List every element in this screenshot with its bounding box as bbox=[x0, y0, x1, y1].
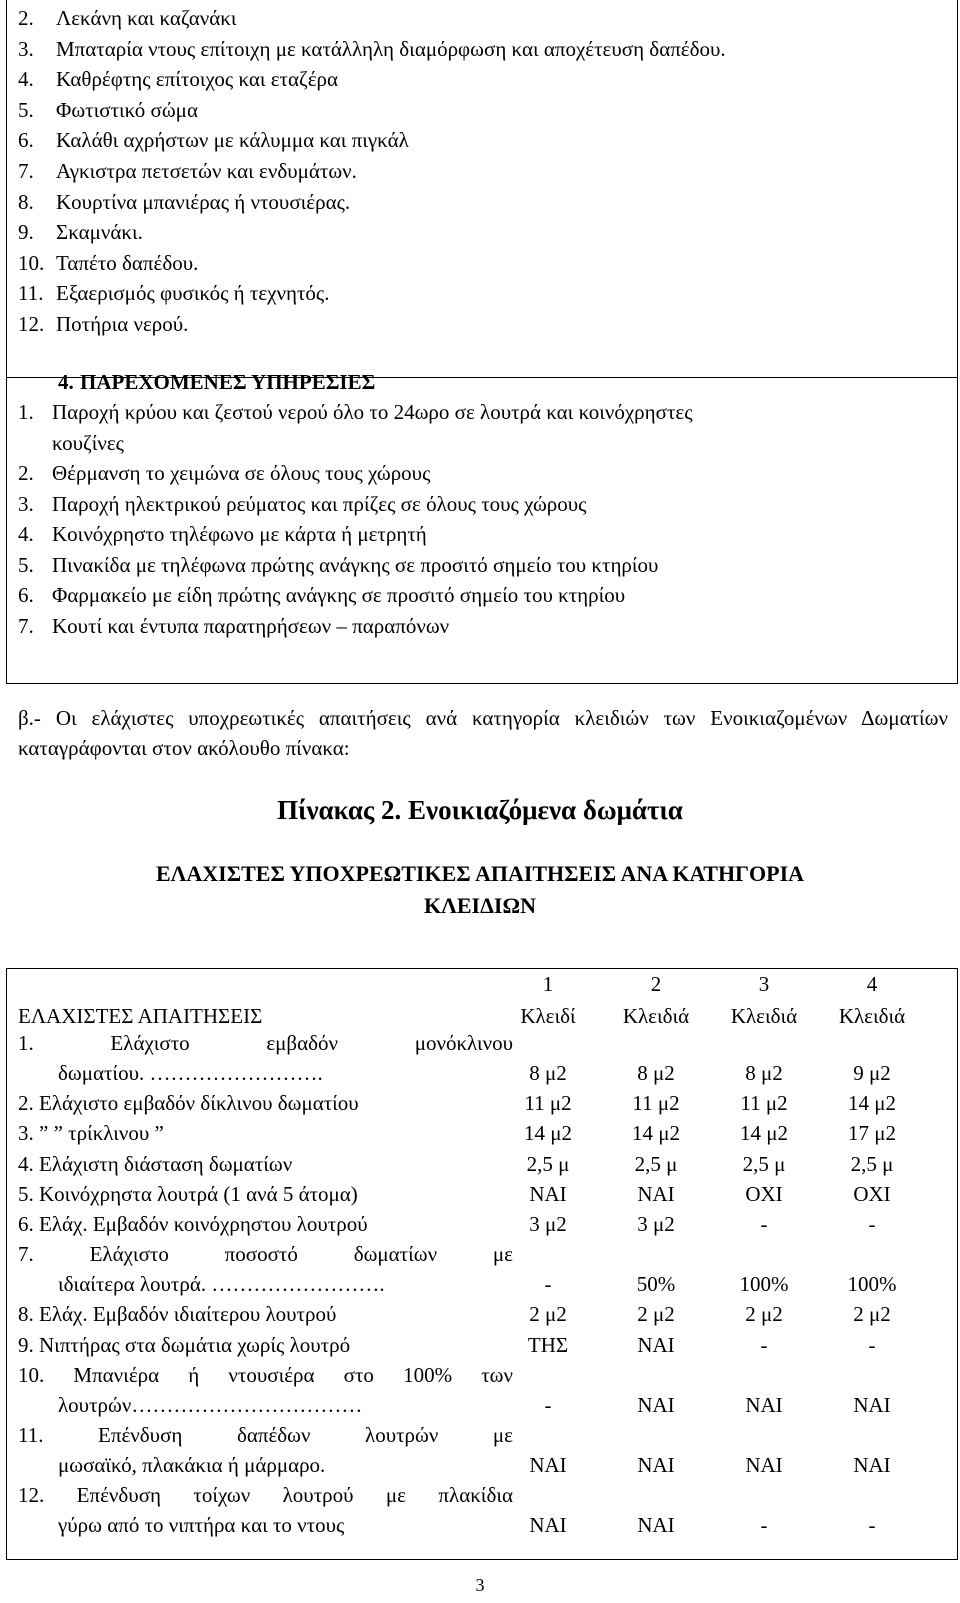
requirement-value: - bbox=[760, 1211, 768, 1236]
requirement-label: ιδιαίτερα λουτρά. ……………………. bbox=[58, 1272, 385, 1297]
requirement-value: 2 μ2 bbox=[637, 1302, 675, 1327]
requirement-value: 11 μ2 bbox=[632, 1091, 680, 1116]
requirement-value: 2 μ2 bbox=[745, 1302, 783, 1327]
requirement-value: ΝΑΙ bbox=[637, 1453, 675, 1478]
item-text: Κουτί και έντυπα παρατηρήσεων – παραπόνων bbox=[52, 613, 450, 638]
list-item bbox=[18, 3, 237, 33]
list-item bbox=[18, 278, 329, 308]
list-item bbox=[18, 248, 198, 278]
requirement-value: - bbox=[760, 1513, 768, 1538]
page-number: 3 bbox=[475, 1575, 485, 1595]
service-item bbox=[18, 489, 587, 519]
item-number: 6. bbox=[18, 128, 34, 153]
requirement-value: ΝΑΙ bbox=[637, 1332, 675, 1357]
requirement-label: 4. Ελάχιστη διάσταση δωματίων bbox=[18, 1151, 293, 1176]
requirement-value: 14 μ2 bbox=[739, 1121, 788, 1146]
item-number: 6. bbox=[18, 583, 34, 607]
requirement-value: 17 μ2 bbox=[847, 1121, 896, 1146]
intro-paragraph: β.- Οι ελάχιστες υποχρεωτικές απαιτήσεις ανά κατηγορία κλειδιών των Ενοικιαζομένων Δωματίων καταγράφονται στον ακόλουθο πίνακα: bbox=[18, 706, 948, 760]
requirement-label: 2. Ελάχιστο εμβαδόν δίκλινου δωματίου bbox=[18, 1091, 359, 1116]
item-text: Κοινόχρηστο τηλέφωνο με κάρτα ή μετρητή bbox=[52, 522, 427, 546]
requirement-value: - bbox=[760, 1332, 768, 1357]
column-number: 2 bbox=[650, 972, 662, 996]
requirement-label: 10. Μπανιέρα ή ντουσιέρα στο 100% των bbox=[18, 1362, 513, 1387]
item-text: Ταπέτο δαπέδου. bbox=[56, 250, 199, 275]
item-number: 12. bbox=[18, 312, 45, 336]
list-item bbox=[18, 125, 409, 155]
requirements-header: ΕΛΑΧΙΣΤΕΣ ΑΠΑΙΤΗΣΕΙΣ bbox=[18, 1004, 263, 1028]
requirement-value: 14 μ2 bbox=[631, 1121, 680, 1146]
item-text: Λεκάνη και καζανάκι bbox=[56, 6, 237, 30]
table-subtitle: ΕΛΑΧΙΣΤΕΣ ΥΠΟΧΡΕΩΤΙΚΕΣ ΑΠΑΙΤΗΣΕΙΣ ΑΝΑ ΚΑΤΗΓΟΡΙΑ ΚΛΕΙΔΙΩΝ bbox=[155, 861, 805, 918]
item-text: Φαρμακείο με είδη πρώτης ανάγκης σε προσιτό σημείο του κτηρίου bbox=[52, 583, 626, 607]
requirement-value: 2 μ2 bbox=[853, 1302, 891, 1327]
requirement-value: - bbox=[868, 1332, 876, 1357]
item-number: 8. bbox=[18, 189, 34, 214]
service-item bbox=[18, 458, 430, 488]
list-item bbox=[18, 309, 188, 339]
requirement-value: 8 μ2 bbox=[529, 1061, 567, 1086]
list-item bbox=[18, 156, 357, 186]
service-item bbox=[18, 519, 427, 549]
requirement-label: μωσαϊκό, πλακάκια ή μάρμαρο. bbox=[58, 1453, 326, 1478]
item-number: 2. bbox=[18, 6, 34, 30]
heading-text: ΠΑΡΕΧΟΜΕΝΕΣ ΥΠΗΡΕΣΙΕΣ bbox=[80, 370, 376, 394]
column-label: Κλειδιά bbox=[730, 1004, 798, 1028]
item-text: Παροχή κρύου και ζεστού νερού όλο το 24ωρο σε λουτρά και κοινόχρηστες bbox=[52, 400, 693, 424]
requirement-value: - bbox=[544, 1272, 552, 1297]
list-item bbox=[18, 217, 143, 247]
list-item bbox=[18, 64, 338, 94]
item-text: Εξαερισμός φυσικός ή τεχνητός. bbox=[56, 281, 330, 306]
item-number: 4. bbox=[18, 522, 34, 546]
requirement-value: ΝΑΙ bbox=[637, 1513, 675, 1538]
requirement-label: 9. Νιπτήρας στα δωμάτια χωρίς λουτρό bbox=[18, 1332, 351, 1357]
item-number: 2. bbox=[18, 461, 34, 485]
requirement-value: 9 μ2 bbox=[853, 1061, 891, 1086]
item-number: 9. bbox=[18, 220, 34, 245]
requirement-value: ΝΑΙ bbox=[745, 1392, 783, 1417]
requirement-label: 6. Ελάχ. Εμβαδόν κοινόχρηστου λουτρού bbox=[18, 1211, 368, 1236]
requirement-value: 14 μ2 bbox=[523, 1121, 572, 1146]
list-item bbox=[18, 95, 198, 125]
item-text: Θέρμανση το χειμώνα σε όλους τους χώρους bbox=[52, 461, 431, 485]
requirement-value: 2,5 μ bbox=[526, 1151, 570, 1176]
item-number: 11. bbox=[18, 281, 44, 306]
requirement-value: ΝΑΙ bbox=[745, 1453, 783, 1478]
item-text: Μπαταρία ντους επίτοιχη με κατάλληλη διαμόρφωση και αποχέτευση δαπέδου. bbox=[56, 36, 726, 61]
column-number: 3 bbox=[758, 972, 770, 996]
requirement-label: 7. Ελάχιστο ποσοστό δωματίων με bbox=[18, 1242, 513, 1267]
requirement-value: 2,5 μ bbox=[850, 1151, 894, 1176]
column-label: Κλειδιά bbox=[838, 1004, 906, 1028]
requirement-label: 12. Επένδυση τοίχων λουτρού με πλακίδια bbox=[18, 1483, 513, 1508]
requirement-value: 11 μ2 bbox=[740, 1091, 788, 1116]
requirement-label: 5. Κοινόχρηστα λουτρά (1 ανά 5 άτομα) bbox=[18, 1181, 358, 1206]
item-text: Κουρτίνα μπανιέρας ή ντουσιέρας. bbox=[56, 189, 351, 214]
requirement-value: - bbox=[544, 1392, 552, 1417]
requirement-value: ΟΧΙ bbox=[853, 1181, 891, 1206]
requirement-value: ΤΗΣ bbox=[527, 1332, 569, 1357]
requirement-label: γύρω από το νιπτήρα και το ντους bbox=[58, 1513, 345, 1538]
requirement-label: 3. ” ” τρίκλινου ” bbox=[18, 1121, 164, 1146]
column-number: 1 bbox=[542, 972, 554, 996]
item-number: 5. bbox=[18, 97, 34, 122]
list-item bbox=[18, 34, 726, 64]
item-number: 3. bbox=[18, 36, 34, 61]
item-number: 7. bbox=[18, 159, 34, 183]
services-heading bbox=[58, 367, 375, 397]
item-text: Πινακίδα με τηλέφωνα πρώτης ανάγκης σε προσιτό σημείο του κτηρίου bbox=[52, 552, 659, 577]
item-text-continued: κουζίνες bbox=[52, 430, 124, 455]
list-item bbox=[18, 187, 350, 217]
requirement-value: 50% bbox=[636, 1272, 676, 1297]
service-item bbox=[18, 580, 625, 610]
item-text: Ποτήρια νερού. bbox=[56, 312, 189, 336]
requirement-value: - bbox=[868, 1211, 876, 1236]
requirement-value: ΝΑΙ bbox=[637, 1392, 675, 1417]
table-title: Πίνακας 2. Ενοικιαζόμενα δωμάτια bbox=[277, 795, 683, 825]
requirement-label: 1. Ελάχιστο εμβαδόν μονόκλινου bbox=[18, 1031, 513, 1055]
requirement-label: λουτρών…………………………… bbox=[58, 1392, 363, 1417]
item-number: 4. bbox=[18, 67, 34, 92]
item-text: Φωτιστικό σώμα bbox=[56, 97, 198, 122]
requirement-value: ΝΑΙ bbox=[853, 1392, 891, 1417]
requirement-value: ΝΑΙ bbox=[529, 1513, 567, 1538]
requirement-label: 11. Επένδυση δαπέδων λουτρών με bbox=[18, 1422, 513, 1447]
requirement-label: δωματίου. ……………………. bbox=[58, 1061, 323, 1086]
requirement-label: 8. Ελάχ. Εμβαδόν ιδιαίτερου λουτρού bbox=[18, 1302, 337, 1327]
item-number: 7. bbox=[18, 613, 34, 638]
requirement-value: 3 μ2 bbox=[529, 1211, 567, 1236]
service-item bbox=[18, 611, 449, 641]
item-text: Καθρέφτης επίτοιχος και εταζέρα bbox=[56, 67, 338, 92]
requirement-value: 100% bbox=[847, 1272, 897, 1297]
requirement-value: ΟΧΙ bbox=[745, 1181, 783, 1206]
requirement-value: ΝΑΙ bbox=[853, 1453, 891, 1478]
item-text: Παροχή ηλεκτρικού ρεύματος και πρίζες σε όλους τους χώρους bbox=[52, 491, 587, 516]
column-label: Κλειδί bbox=[520, 1004, 576, 1028]
item-number: 1. bbox=[18, 400, 34, 424]
item-number: 5. bbox=[18, 552, 34, 577]
requirement-value: 14 μ2 bbox=[847, 1091, 896, 1116]
service-item bbox=[18, 397, 693, 427]
requirement-value: 11 μ2 bbox=[524, 1091, 572, 1116]
requirement-value: ΝΑΙ bbox=[637, 1181, 675, 1206]
item-text: Σκαμνάκι. bbox=[56, 220, 143, 245]
requirement-value: 100% bbox=[739, 1272, 789, 1297]
item-number: 3. bbox=[18, 491, 34, 516]
requirement-value: 2 μ2 bbox=[529, 1302, 567, 1327]
requirement-value: ΝΑΙ bbox=[529, 1181, 567, 1206]
service-item bbox=[18, 550, 658, 580]
requirement-value: 2,5 μ bbox=[742, 1151, 786, 1176]
requirement-value: 8 μ2 bbox=[637, 1061, 675, 1086]
requirement-value: 8 μ2 bbox=[745, 1061, 783, 1086]
requirement-value: 3 μ2 bbox=[637, 1211, 675, 1236]
heading-number: 4. bbox=[58, 370, 74, 394]
column-label: Κλειδιά bbox=[622, 1004, 690, 1028]
requirement-value: ΝΑΙ bbox=[529, 1453, 567, 1478]
item-text: Αγκιστρα πετσετών και ενδυμάτων. bbox=[56, 159, 357, 183]
item-number: 10. bbox=[18, 250, 45, 275]
item-text: Καλάθι αχρήστων με κάλυμμα και πιγκάλ bbox=[56, 128, 409, 153]
requirement-value: 2,5 μ bbox=[634, 1151, 678, 1176]
requirement-value: - bbox=[868, 1513, 876, 1538]
column-number: 4 bbox=[866, 972, 878, 996]
